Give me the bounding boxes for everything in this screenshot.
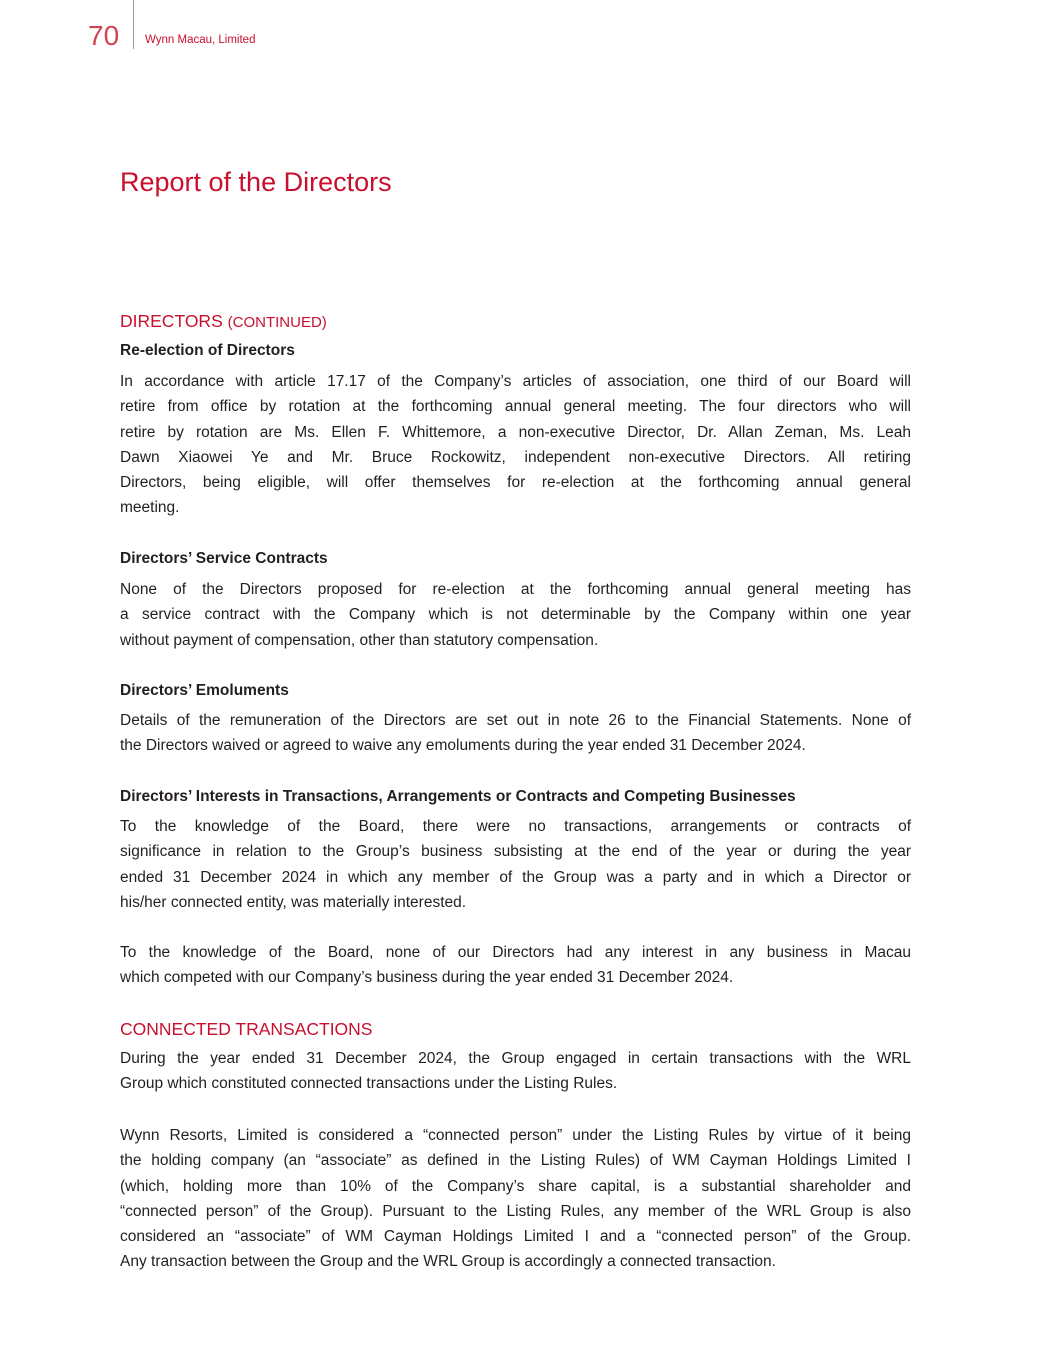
subheading-interests: Directors’ Interests in Transactions, Arrangements or Contracts and Competing Businesses [120, 788, 796, 805]
subheading-service-contracts: Directors’ Service Contracts [120, 550, 328, 567]
text-line: Details of the remuneration of the Directors are set out in note 26 to the Financial Statements. None of [120, 712, 911, 729]
paragraph-interests-2 [120, 940, 911, 991]
section-heading-connected: CONNECTED TRANSACTIONS [120, 1019, 373, 1039]
text-line: ended 31 December 2024 in which any member of the Group was a party and in which a Director or [120, 868, 911, 886]
paragraph-connected-1 [120, 1046, 911, 1097]
text-line: Wynn Resorts, Limited is considered a “connected person” under the Listing Rules by virtue of it being [120, 1127, 911, 1144]
text-line: (which, holding more than 10% of the Company’s share capital, is a substantial shareholder and [120, 1177, 911, 1195]
text-line: a service contract with the Company which is not determinable by the Company within one year [120, 606, 911, 624]
paragraph-connected-2 [120, 1123, 911, 1275]
paragraph-reelection [120, 369, 911, 521]
paragraph-emoluments [120, 708, 911, 759]
text-line: meeting. [120, 499, 180, 517]
text-line: significance in relation to the Group’s business subsisting at the end of the year or during the year [120, 843, 911, 861]
paragraph-service-contracts [120, 577, 911, 653]
text-line: To the knowledge of the Board, none of our Directors had any interest in any business in Macau [120, 944, 911, 961]
text-line: which competed with our Company’s business during the year ended 31 December 2024. [120, 969, 734, 987]
paragraph-interests-1 [120, 814, 911, 915]
header-divider [133, 0, 134, 49]
subheading-reelection: Re-election of Directors [120, 342, 295, 359]
text-line: During the year ended 31 December 2024, the Group engaged in certain transactions with the WRL [120, 1050, 911, 1067]
section-heading-directors [120, 310, 327, 334]
text-line: Dawn Xiaowei Ye and Mr. Bruce Rockowitz, independent non-executive Directors. All retiring [120, 448, 911, 466]
text-line: None of the Directors proposed for re-election at the forthcoming annual general meeting has [120, 581, 911, 598]
text-line: Any transaction between the Group and the WRL Group is accordingly a connected transaction. [120, 1253, 776, 1271]
text-line: the Directors waived or agreed to waive any emoluments during the year ended 31 December 2024. [120, 737, 806, 755]
text-line: retire by rotation are Ms. Ellen F. Whittemore, a non-executive Director, Dr. Allan Zeman, Ms. Leah [120, 423, 911, 441]
text-line: Directors, being eligible, will offer themselves for re-election at the forthcoming annual general [120, 474, 911, 492]
subheading-emoluments: Directors’ Emoluments [120, 682, 289, 699]
section-heading-text: DIRECTORS [120, 311, 223, 331]
text-line: his/her connected entity, was materially interested. [120, 893, 467, 911]
page-number: 70 [88, 20, 120, 51]
text-line: To the knowledge of the Board, there were no transactions, arrangements or contracts of [120, 818, 911, 835]
text-line: “connected person” of the Group). Pursuant to the Listing Rules, any member of the WRL Group is also [120, 1202, 911, 1220]
text-line: retire from office by rotation at the forthcoming annual general meeting. The four directors who will [120, 398, 911, 416]
text-line: the holding company (an “associate” as defined in the Listing Rules) of WM Cayman Holdings Limited I [120, 1152, 911, 1170]
text-line: In accordance with article 17.17 of the Company’s articles of association, one third of our Board will [120, 373, 911, 390]
page-title: Report of the Directors [120, 167, 392, 197]
section-continued-label: (CONTINUED) [227, 314, 327, 331]
text-line: Group which constituted connected transactions under the Listing Rules. [120, 1075, 618, 1093]
text-line: without payment of compensation, other than statutory compensation. [120, 631, 599, 649]
company-name: Wynn Macau, Limited [145, 34, 256, 46]
text-line: considered an “associate” of WM Cayman Holdings Limited I and a “connected person” of the Group. [120, 1228, 911, 1246]
